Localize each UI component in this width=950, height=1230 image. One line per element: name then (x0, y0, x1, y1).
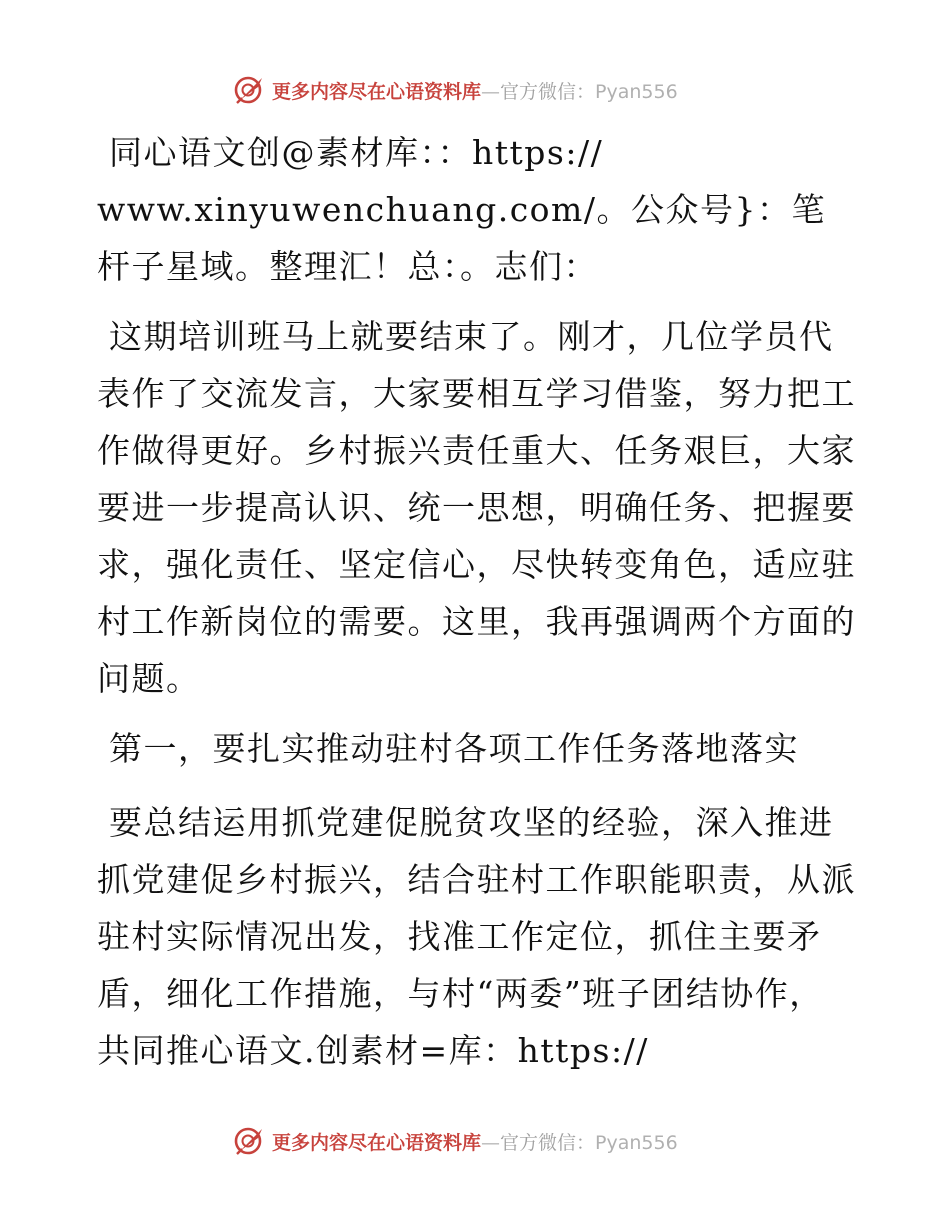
watermark-site-text: 更多内容尽在心语资料库 (272, 1131, 482, 1154)
paragraph-opening: 这期培训班马上就要结束了。刚才，几位学员代表作了交流发言，大家要相互学习借鉴，努力把工作做得更好。乡村振兴责任重大、任务艰巨，大家要进一步提高认识、统一思想，明确任务、把握要求，强化责任、坚定信心，尽快转变角色，适应驻村工作新岗位的需要。这里，我再强调两个方面的问题。 (97, 317, 856, 698)
watermark-wechat-label: 官方微信： (500, 80, 596, 103)
header-watermark-banner (232, 70, 722, 110)
watermark-wechat-id: Pyan556 (595, 80, 678, 103)
quill-logo-icon (232, 1124, 266, 1158)
watermark-site-text: 更多内容尽在心语资料库 (272, 80, 482, 103)
document-body (97, 124, 857, 1092)
watermark-wechat-id: Pyan556 (595, 1131, 678, 1154)
watermark-wechat-label: 官方微信： (500, 1131, 596, 1154)
watermark-separator: — (481, 1131, 501, 1154)
watermark-separator: — (481, 80, 501, 103)
paragraph-section-body: 要总结运用抓党建促脱贫攻坚的经验，深入推进抓党建促乡村振兴，结合驻村工作职能职责，从派驻村实际情况出发，找准工作定位，抓住主要矛盾，细化工作措施，与村“两委”班子团结协作，共同推心语文.创素材=库：https:// (97, 803, 856, 1070)
quill-logo-icon (232, 73, 266, 107)
footer-watermark-banner (232, 1121, 722, 1161)
paragraph-intro: 同心语文创@素材库：：https:// www.xinyuwenchuang.com/。公众号}：笔杆子星域。整理汇！总：。志们： (97, 133, 826, 286)
section-heading: 第一，要扎实推动驻村各项工作任务落地落实 (97, 729, 799, 768)
